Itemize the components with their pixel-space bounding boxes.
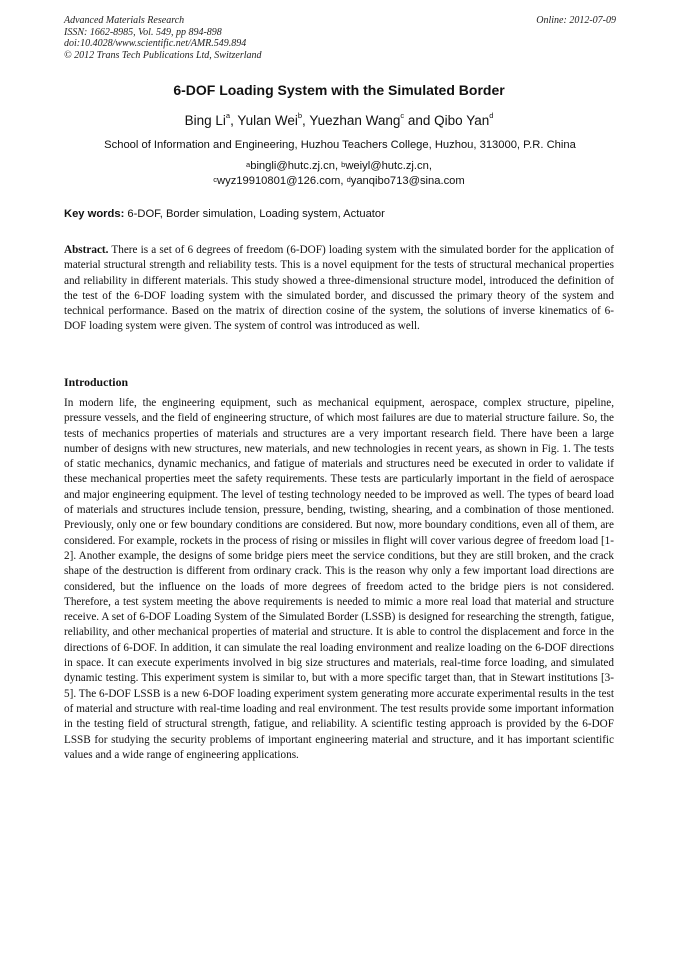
journal-header [64, 15, 616, 61]
email-mark: b [341, 160, 346, 169]
author-name: Yuezhan Wang [309, 113, 401, 128]
author-list [64, 113, 614, 128]
email-mark: d [346, 175, 351, 184]
email-mark: c [213, 175, 218, 184]
journal-doi: doi:10.4028/www.scientific.net/AMR.549.894 [64, 38, 247, 50]
email-line-1 [64, 159, 614, 174]
author-name: Bing Li [184, 113, 226, 128]
author-emails [64, 159, 614, 189]
author-separator: and [404, 113, 435, 128]
journal-issn: ISSN: 1662-8985, Vol. 549, pp 894-898 [64, 26, 222, 38]
author-affil-mark: d [489, 111, 494, 120]
email-line-2 [64, 174, 614, 189]
author-affil-mark: c [400, 111, 405, 120]
affiliation: School of Information and Engineering, Huzhou Teachers College, Huzhou, 313000, P.R. China [104, 139, 576, 151]
email-mark: a [246, 160, 251, 169]
keywords-label: Key words: [64, 208, 125, 220]
email-c: wyz19910801@126.com, [217, 175, 347, 187]
email-b: weiyl@hutc.zj.cn, [345, 160, 432, 172]
journal-copyright: © 2012 Trans Tech Publications Ltd, Switzerland [64, 49, 262, 61]
author-name: Yulan Wei [237, 113, 298, 128]
keywords-text: 6-DOF, Border simulation, Loading system, Actuator [124, 208, 385, 220]
section-heading: Introduction [64, 375, 129, 389]
abstract-label: Abstract. [64, 244, 109, 256]
keywords [64, 208, 616, 220]
journal-name: Advanced Materials Research [64, 15, 185, 26]
online-date: Online: 2012-07-09 [536, 15, 616, 26]
introduction-paragraph: In modern life, the engineering equipment, such as mechanical equipment, aerospace, complex structure, pipeline, pressure vessels, and the field of engineering structure, of which most failures are due to material structure failure. So, the tests of mechanics properties of materials and structures are a very important research field. There have been a large number of designs with new structures, new materials, and new technologies in recent years, as shown in Fig. 1. The tests of static mechanics, dynamic mechanics, and fatigue of materials and structures need be executed in order to validate if these mechanical properties meet the safety requirements. These tests are particularly important in the field of aerospace and major engineering equipment. The level of testing technology needed to be improved as well. The types of beard load of materials and structures include tension, pressure, bending, twisting, shearing, and a combination of those mentioned. Previously, only one or few boundary conditions are considered. But now, more boundary conditions, even all of them, are considered. For example, rockets in the process of rising or missiles in flight will cover various degree of freedom load [1-2]. Another example, the designs of some bridge piers meet the service conditions, but they are still broken, and the crack shape of the destruction is different from ordinary crack. This is the reason why only a few important load directions are considered, but the influence on the loads of more degrees of freedom acted to the bridge piers is not considered. Therefore, a test system meeting the above requirements is needed to mimic a more real load that material and structure receive. A set of 6-DOF Loading System of the Simulated Border (LSSB) is designed for researching the strength, fatigue, reliability, and other mechanical properties of material and structure. It is able to control the displacement and force in the directions of 6-DOF. In addition, it can simulate the real loading environment and realize loading on the 6-DOF directions in space. It can execute experiments involved in big size structures and materials, real-time force loading, and simulated dynamic testing. This experiment system is similar to, but with a more specific target than, that in Stewart institutions [3-5]. The 6-DOF LSSB is a new 6-DOF loading experiment system generating more accurate experimental results in the test of material and structure with real-time loading and real environment. The test results provide some important information in the testing field of structural strength, fatigue, and reliability. A scientific testing approach is provided by the 6-DOF LSSB for studying the security problems of important engineering material and structure, and it has important scientific values and a wide range of engineering applications. [64, 397, 614, 761]
author-name: Qibo Yan [434, 113, 490, 128]
author-separator: , [302, 113, 310, 128]
email-a: bingli@hutc.zj.cn, [250, 160, 342, 172]
author-affil-mark: b [297, 111, 303, 120]
author-affil-mark: a [225, 111, 231, 120]
abstract-text: There is a set of 6 degrees of freedom (6-DOF) loading system with the simulated border for the application of material structural strength and reliability tests. This is a novel equipment for the tests of structural mechanical properties and reliability in different materials. This study showed a three-dimensional structure model, introduced the definition of the test of the 6-DOF loading system with the simulated border, and discussed the primary theory of the system and technical performance. Based on the matrix of direction cosine of the system, the solutions of inverse kinematics of 6-DOF loading system were given. The system of control was introduced as well. [64, 244, 614, 333]
paper-title: 6-DOF Loading System with the Simulated Border [173, 82, 505, 98]
email-d: yanqibo713@sina.com [350, 175, 465, 187]
abstract [64, 243, 614, 335]
author-separator: , [230, 113, 238, 128]
